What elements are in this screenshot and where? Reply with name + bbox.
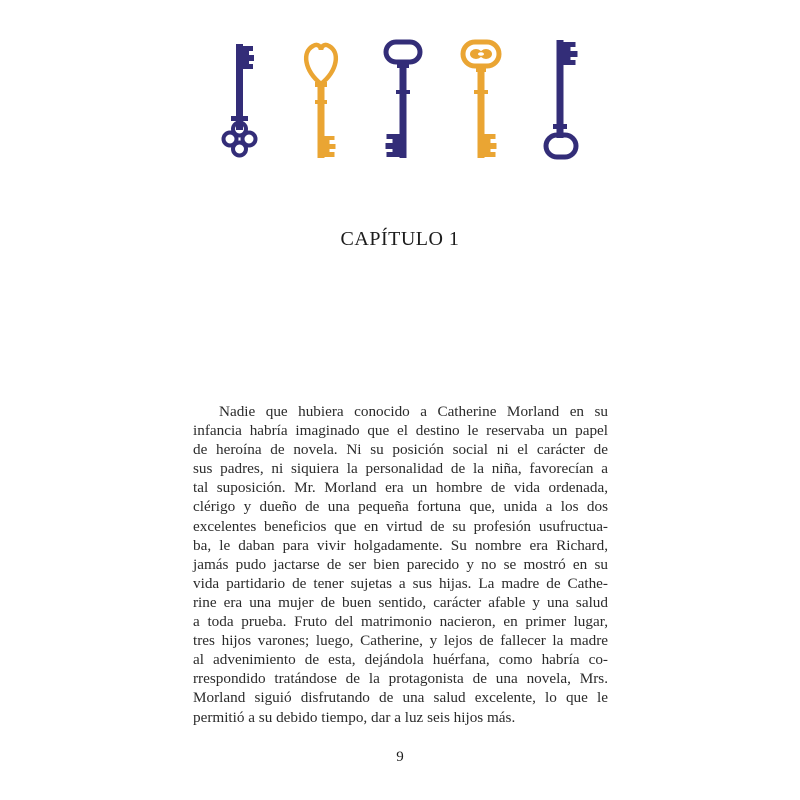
paragraph-line: rrespondido tratándose de la protagonista de una novela, Mrs. <box>193 670 608 688</box>
heart-bow-key-icon <box>306 45 336 158</box>
paragraph-line: ba, le daban para vivir holgadamente. Su nombre era Richard, <box>193 536 608 554</box>
paragraph-line: Morland siguió disfrutando de una salud excelente, lo que le <box>193 689 608 707</box>
paragraph-line: al advenimiento de esta, dejándola huérfana, como habría co- <box>193 651 608 669</box>
clover-bow-key-icon <box>224 44 256 156</box>
figure-eight-bow-key-icon <box>463 42 499 158</box>
paragraph-line: clérigo y dueño de una pequeña fortuna que, unida a los dos <box>193 498 608 516</box>
paragraph-line: vida partidario de tener sujetas a sus hijas. La madre de Cathe- <box>193 574 608 592</box>
oval-bow-key-icon <box>546 40 578 157</box>
paragraph-line: tal suposición. Mr. Morland era un hombre de vida ordenada, <box>193 479 608 497</box>
chapter-paragraph <box>193 402 608 727</box>
chapter-title: CAPÍTULO 1 <box>340 228 460 250</box>
paragraph-line: de heroína de novela. Ni su posición social ni el carácter de <box>193 441 608 459</box>
paragraph-line: sus padres, ni siquiera la personalidad de la niña, favorecían a <box>193 460 608 478</box>
paragraph-line: rine era una mujer de buen sentido, carácter afable y una salud <box>193 593 608 611</box>
page-number: 9 <box>396 749 404 765</box>
loop-bow-key-icon <box>386 42 421 158</box>
paragraph-line: permitió a su debido tiempo, dar a luz seis hijos más. <box>193 708 516 726</box>
paragraph-line: a toda prueba. Fruto del matrimonio nacieron, en primer lugar, <box>193 613 608 631</box>
paragraph-line: infancia habría imaginado que el destino le reservaba un papel <box>193 422 608 440</box>
paragraph-line: excelentes beneficios que en virtud de su profesión usufructua- <box>193 517 608 535</box>
paragraph-line: jamás pudo jactarse de ser bien parecido y no se mostró en su <box>193 555 608 573</box>
paragraph-line: tres hijos varones; luego, Catherine, y lejos de fallecer la madre <box>193 632 608 650</box>
key-ornament <box>200 30 600 170</box>
paragraph-line: Nadie que hubiera conocido a Catherine Morland en su <box>219 403 608 420</box>
keys-illustration <box>200 30 600 170</box>
